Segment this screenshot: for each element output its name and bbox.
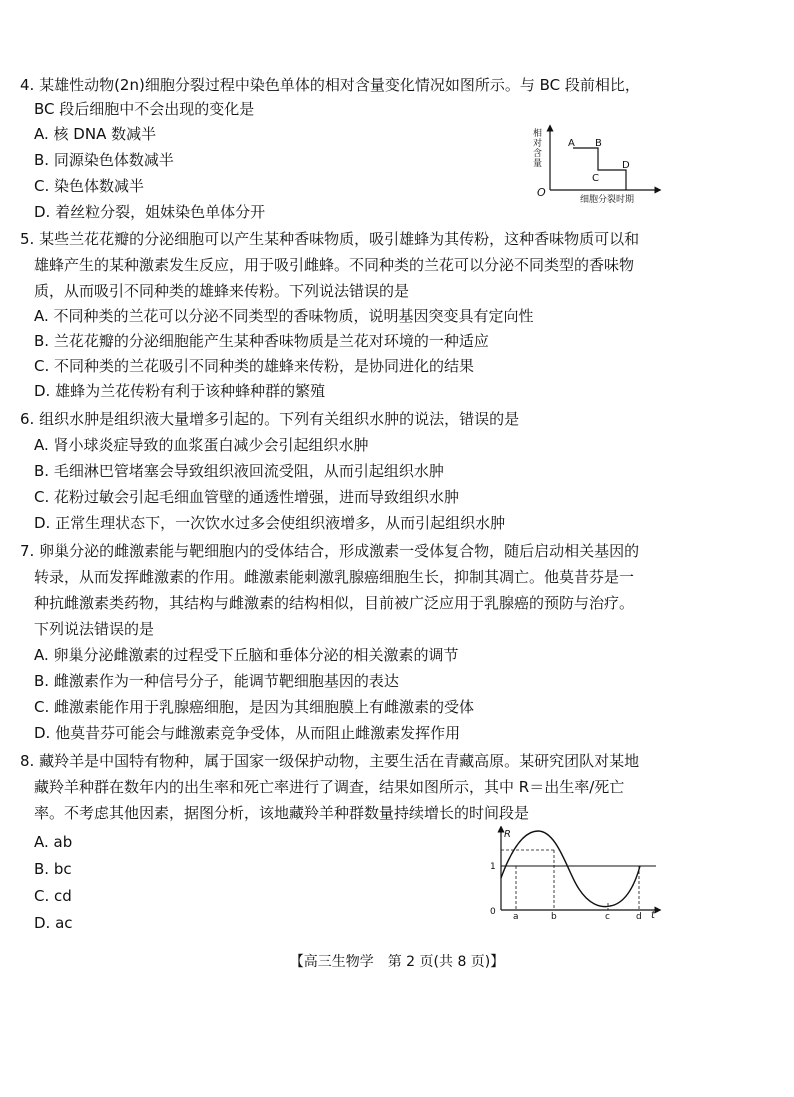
q4-origin-label: O (537, 186, 546, 199)
q7-stem-line2: 转录，从而发挥雌激素的作用。雌激素能刺激乳腺癌细胞生长，抑制其凋亡。他莫昔芬是一 (34, 568, 635, 586)
q8-stem-line2: 藏羚羊种群在数年内的出生率和死亡率进行了调查，结果如图所示，其中 R＝出生率/死亡 (34, 778, 625, 796)
q6-option-a: A. 肾小球炎症导致的血浆蛋白减少会引起组织水肿 (34, 436, 369, 454)
q8-x-tick-a: a (513, 912, 519, 922)
q4-ylabel-ch4: 量 (533, 159, 543, 169)
q7-option-a: A. 卵巢分泌雌激素的过程受下丘脑和垂体分泌的相关激素的调节 (34, 646, 459, 664)
q8-x-tick-c: c (605, 912, 610, 922)
q8-stem-line3: 率。不考虑其他因素，据图分析，该地藏羚羊种群数量持续增长的时间段是 (34, 804, 530, 822)
q8-y-tick-0: 0 (490, 907, 496, 917)
q8-option-a: A. ab (34, 833, 73, 851)
q4-option-b: B. 同源染色体数减半 (34, 151, 174, 169)
q4-point-c: C (592, 173, 599, 184)
q8-option-d: D. ac (34, 914, 73, 932)
q8-y-tick-1: 1 (490, 862, 496, 872)
q4-point-d: D (622, 160, 630, 171)
q7-stem-line4: 下列说法错误的是 (34, 620, 155, 638)
q7-option-b: B. 雌激素作为一种信号分子，能调节靶细胞基因的表达 (34, 672, 399, 690)
q8-x-label: t (651, 910, 655, 921)
q7-option-c: C. 雌激素能作用于乳腺癌细胞，是因为其细胞膜上有雌激素的受体 (34, 698, 475, 716)
q5-stem-line1: 5. 某些兰花花瓣的分泌细胞可以产生某种香味物质，吸引雄蜂为其传粉，这种香味物质可以和 (20, 230, 640, 248)
q5-option-d: D. 雄蜂为兰花传粉有利于该种蜂种群的繁殖 (34, 382, 326, 400)
q6-stem-line1: 6. 组织水肿是组织液大量增多引起的。下列有关组织水肿的说法，错误的是 (20, 410, 520, 428)
q8-stem-line1: 8. 藏羚羊是中国特有物种，属于国家一级保护动物，主要生活在青藏高原。某研究团队对某地 (20, 752, 640, 770)
q7-stem-line3: 种抗雌激素类药物，其结构与雌激素的结构相似，目前被广泛应用于乳腺癌的预防与治疗。 (34, 594, 635, 612)
q6-option-b: B. 毛细淋巴管堵塞会导致组织液回流受阻，从而引起组织水肿 (34, 462, 444, 480)
q8-y-label: R (504, 829, 511, 840)
q4-stem-line1: 4. 某雄性动物(2n)细胞分裂过程中染色单体的相对含量变化情况如图所示。与 BC 段前相比， (20, 76, 640, 94)
q4-ylabel-ch2: 对 (533, 139, 543, 149)
q8-x-tick-d: d (636, 912, 642, 922)
q7-stem-line1: 7. 卵巢分泌的雌激素能与靶细胞内的受体结合，形成激素一受体复合物，随后启动相关基因的 (20, 542, 640, 560)
q4-ylabel-ch1: 相 (533, 129, 543, 139)
q8-option-b: B. bc (34, 860, 72, 878)
page-footer: 【高三生物学 第 2 页(共 8 页)】 (289, 954, 505, 970)
q5-stem-line3: 质，从而吸引不同种类的雄蜂来传粉。下列说法错误的是 (34, 282, 410, 300)
q4-ylabel-ch3: 含 (533, 149, 543, 159)
q5-option-c: C. 不同种类的兰花吸引不同种类的雄蜂来传粉，是协同进化的结果 (34, 357, 475, 375)
q4-y-label (533, 127, 542, 169)
q5-stem-line2: 雄蜂产生的某种激素发生反应，用于吸引雌蜂。不同种类的兰花可以分泌不同类型的香味物 (34, 256, 635, 274)
q4-option-c: C. 染色体数减半 (34, 177, 145, 195)
q8-x-tick-b: b (551, 912, 557, 922)
q5-option-b: B. 兰花花瓣的分泌细胞能产生某种香味物质是兰花对环境的一种适应 (34, 332, 489, 350)
q4-point-a: A (568, 138, 575, 149)
q4-figure (528, 124, 663, 204)
q4-x-label: 细胞分裂时期 (580, 195, 635, 204)
q8-figure (484, 826, 664, 922)
q4-stem-line2: BC 段后细胞中不会出现的变化是 (34, 100, 255, 118)
q4-step-line (573, 148, 626, 190)
q5-option-a: A. 不同种类的兰花可以分泌不同类型的香味物质，说明基因突变具有定向性 (34, 307, 534, 325)
q7-option-d: D. 他莫昔芬可能会与雌激素竞争受体，从而阻止雌激素发挥作用 (34, 724, 461, 742)
q8-r-curve (501, 831, 640, 907)
q6-option-d: D. 正常生理状态下，一次饮水过多会使组织液增多，从而引起组织水肿 (34, 514, 506, 532)
q4-option-a: A. 核 DNA 数减半 (34, 125, 157, 143)
q8-option-c: C. cd (34, 887, 72, 905)
q6-option-c: C. 花粉过敏会引起毛细血管壁的通透性增强，进而导致组织水肿 (34, 488, 460, 506)
q4-option-d: D. 着丝粒分裂，姐妹染色单体分开 (34, 203, 266, 221)
q4-point-b: B (595, 138, 602, 149)
